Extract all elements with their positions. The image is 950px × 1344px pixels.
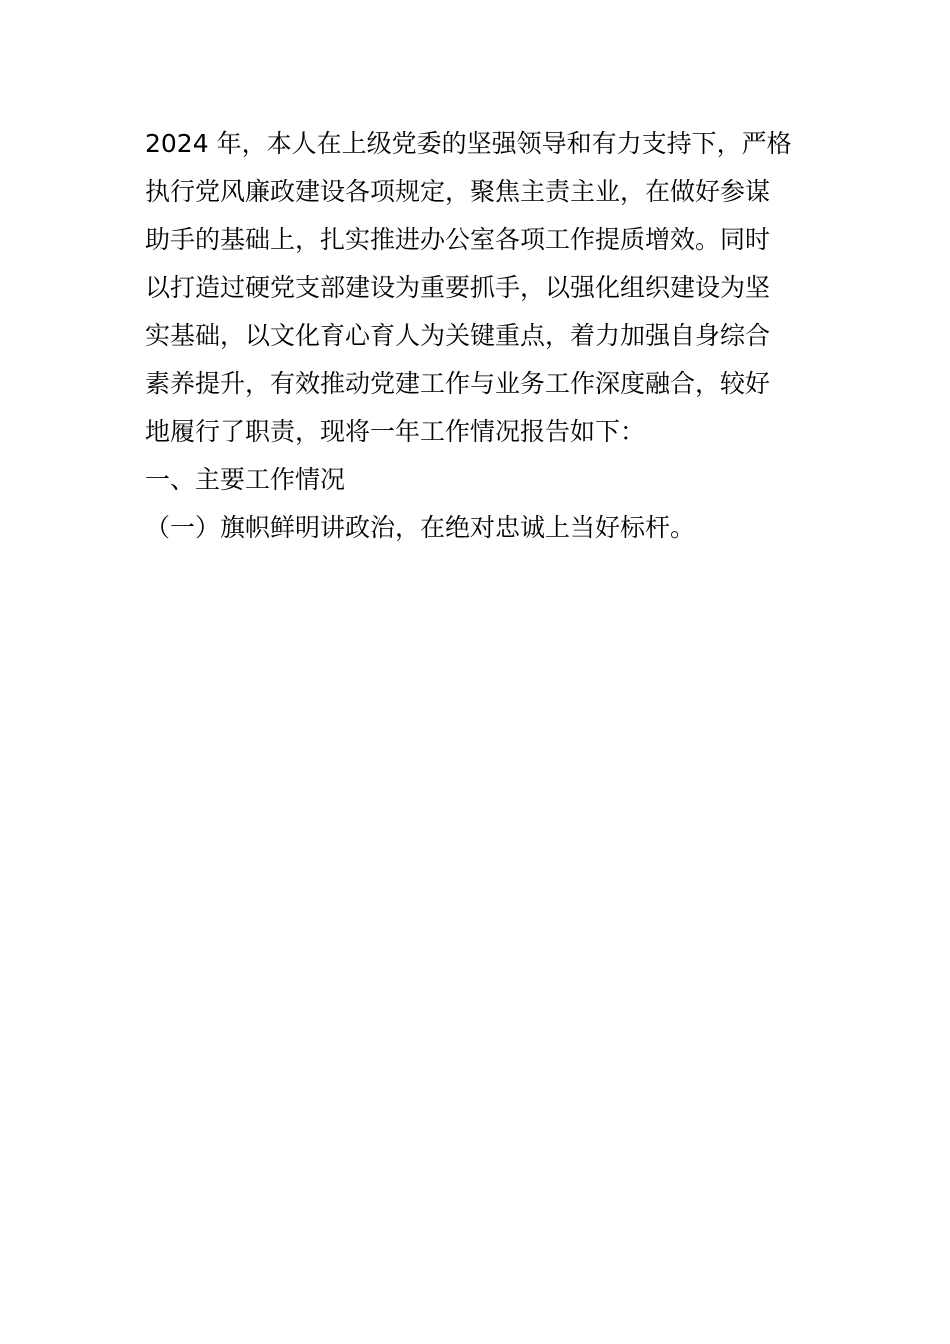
paragraph-line: 以打造过硬党支部建设为重要抓手，以强化组织建设为坚 [145,273,771,302]
document-body [145,120,810,552]
section-heading: 一、主要工作情况 [145,465,346,494]
intro-paragraph [145,120,810,456]
paragraph-line: 助手的基础上，扎实推进办公室各项工作提质增效。同时 [145,225,771,254]
paragraph-line: 2024 年，本人在上级党委的坚强领导和有力支持下，严格 [145,129,792,158]
paragraph-line: 地履行了职责，现将一年工作情况报告如下： [145,417,646,446]
paragraph-line: 实基础，以文化育心育人为关键重点，着力加强自身综合 [145,321,771,350]
paragraph-line: 执行党风廉政建设各项规定，聚焦主责主业，在做好参谋 [145,177,771,206]
paragraph-line: 素养提升，有效推动党建工作与业务工作深度融合，较好 [145,369,771,398]
subsection-heading: （一）旗帜鲜明讲政治，在绝对忠诚上当好标杆。 [145,513,696,542]
